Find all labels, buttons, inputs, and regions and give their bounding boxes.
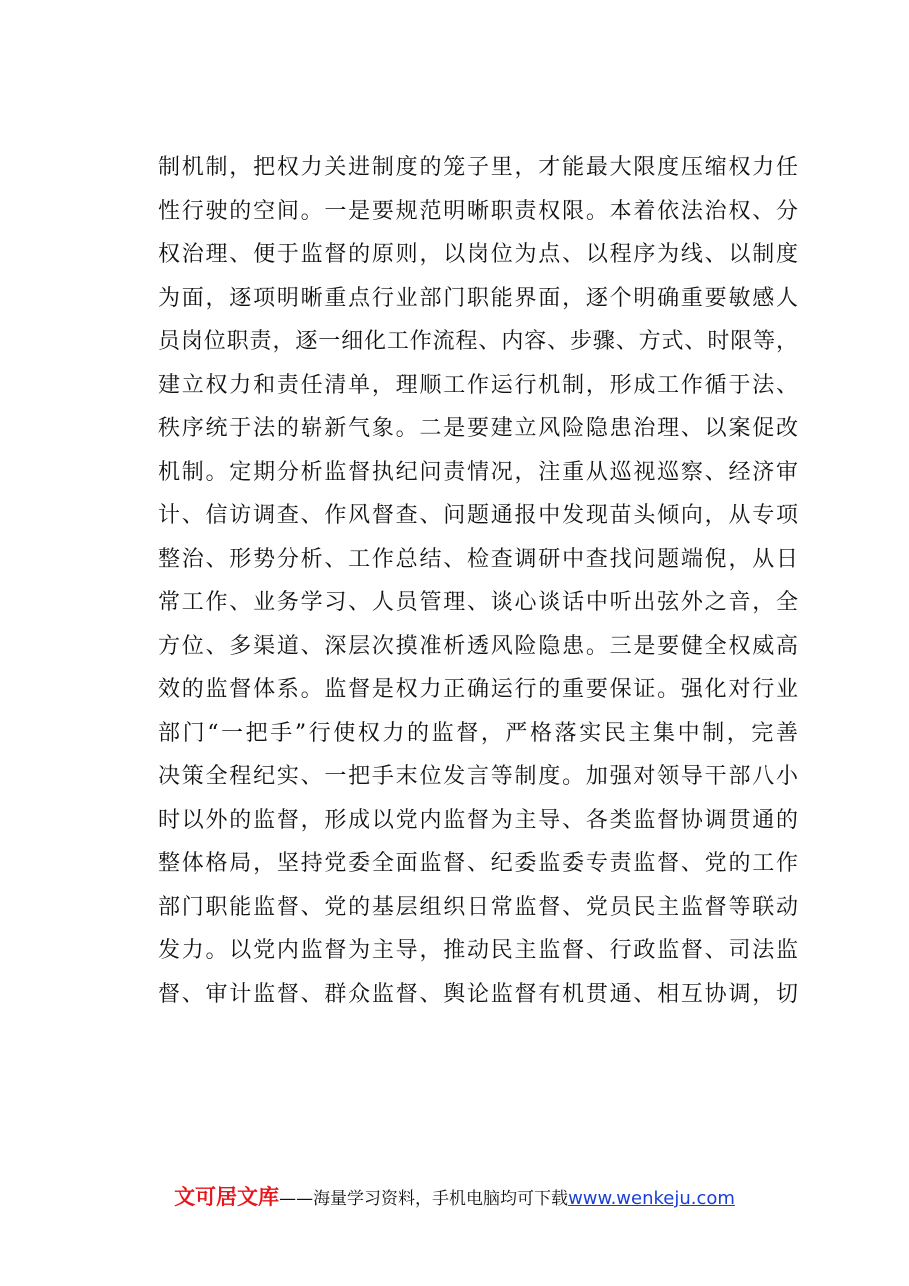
text-line: 效的监督体系。监督是权力正确运行的重要保证。强化对行业 <box>158 677 798 702</box>
footer-brand: 文可居文库 <box>174 1185 280 1209</box>
text-line: 制机制，把权力关进制度的笼子里，才能最大限度压缩权力任 <box>158 155 798 180</box>
text-line: 性行驶的空间。一是要规范明晰职责权限。本着依法治权、分 <box>158 198 798 224</box>
text-line: 秩序统于法的崭新气象。二是要建立风险隐患治理、以案促改 <box>158 416 798 441</box>
footer-tagline: ——海量学习资料，手机电脑均可下载 <box>279 1189 569 1209</box>
text-line: 计、信访调查、作风督查、问题通报中发现苗头倾向，从专项 <box>158 503 798 528</box>
text-line: 建立权力和责任清单，理顺工作运行机制，形成工作循于法、 <box>158 372 798 398</box>
text-line: 部门“一把手”行使权力的监督，严格落实民主集中制，完善 <box>158 720 798 746</box>
text-line: 决策全程纪实、一把手末位发言等制度。加强对领导干部八小 <box>158 764 798 789</box>
page-footer <box>0 1181 909 1211</box>
text-line: 为面，逐项明晰重点行业部门职能界面，逐个明确重要敏感人 <box>158 285 798 311</box>
text-line: 督、审计监督、群众监督、舆论监督有机贯通、相互协调，切 <box>158 981 798 1007</box>
footer-site-link[interactable]: www.wenkeju.com <box>568 1188 735 1209</box>
text-line: 员岗位职责，逐一细化工作流程、内容、步骤、方式、时限等， <box>158 329 798 354</box>
text-line: 方位、多渠道、深层次摸准析透风险隐患。三是要健全权威高 <box>158 633 798 659</box>
text-line: 常工作、业务学习、人员管理、谈心谈话中听出弦外之音，全 <box>158 590 798 615</box>
text-line: 权治理、便于监督的原则，以岗位为点、以程序为线、以制度 <box>158 242 798 267</box>
text-line: 时以外的监督，形成以党内监督为主导、各类监督协调贯通的 <box>158 807 798 833</box>
text-line: 整治、形势分析、工作总结、检查调研中查找问题端倪，从日 <box>158 546 798 572</box>
body-text <box>158 146 798 1016</box>
text-line: 部门职能监督、党的基层组织日常监督、党员民主监督等联动 <box>158 894 798 920</box>
text-line: 整体格局，坚持党委全面监督、纪委监委专责监督、党的工作 <box>158 851 798 876</box>
text-line: 机制。定期分析监督执纪问责情况，注重从巡视巡察、经济审 <box>158 459 798 485</box>
text-line: 发力。以党内监督为主导，推动民主监督、行政监督、司法监 <box>158 938 798 963</box>
